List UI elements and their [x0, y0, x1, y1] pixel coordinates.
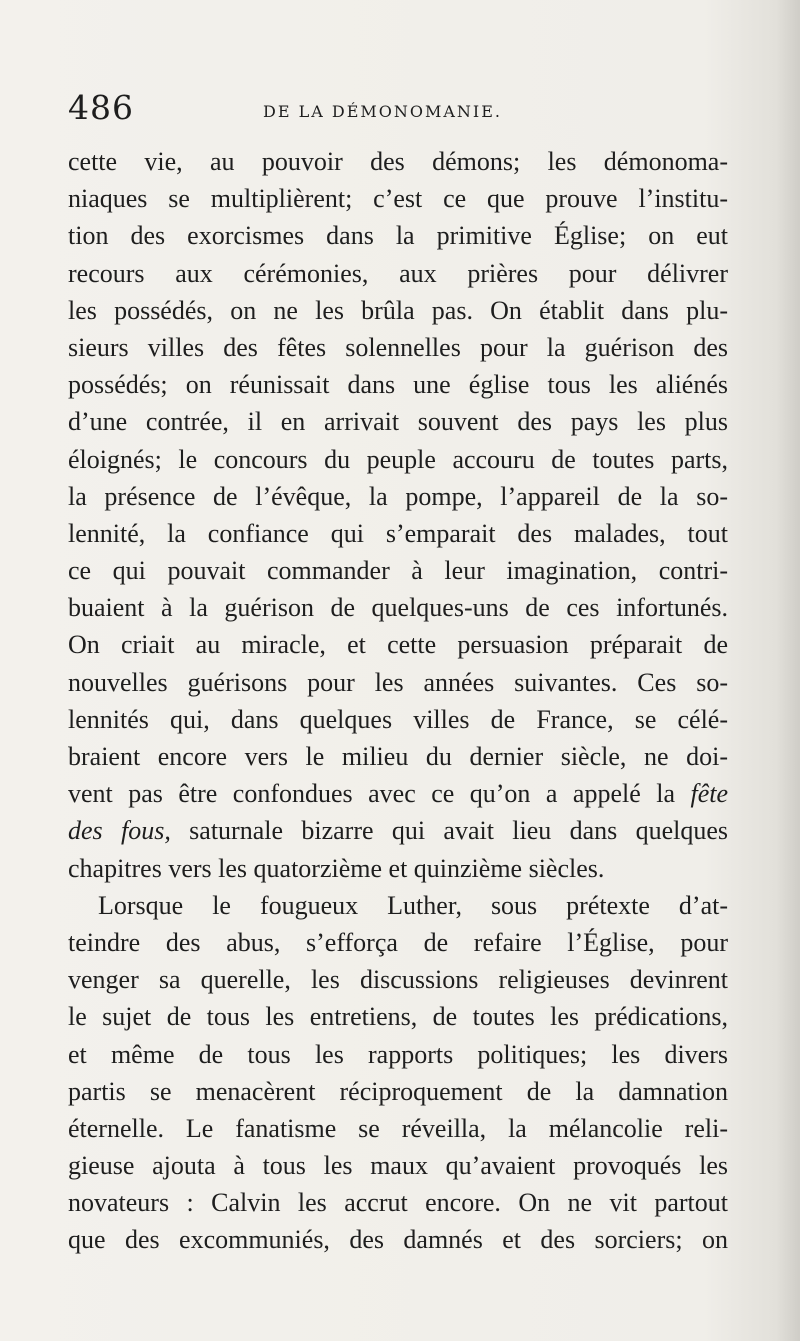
text-line: cette vie, au pouvoir des démons; les démonoma-	[68, 147, 728, 176]
text-line: les possédés, on ne les brûla pas. On établit dans plu-	[68, 295, 728, 325]
text-line: teindre des abus, s’efforça de refaire l’Église, pour	[68, 927, 728, 957]
text-line: buaient à la guérison de quelques-uns de ces infortunés.	[68, 593, 728, 623]
text-line: ce qui pouvait commander à leur imagination, contri-	[68, 556, 728, 586]
text-line: éloignés; le concours du peuple accouru de toutes parts,	[68, 444, 728, 474]
text-line: éternelle. Le fanatisme se réveilla, la mélancolie reli-	[68, 1113, 728, 1143]
text-line: des fous, saturnale bizarre qui avait lieu dans quelques	[68, 816, 728, 846]
running-head: DE LA DÉMONOMANIE.	[263, 102, 503, 121]
page-number: 486	[68, 88, 134, 127]
body-text	[68, 143, 728, 1259]
text-line: tion des exorcismes dans la primitive Église; on eut	[68, 221, 728, 251]
text-line: sieurs villes des fêtes solennelles pour la guérison des	[68, 332, 728, 362]
paragraph-start-line: Lorsque le fougueux Luther, sous prétexte d’at-	[98, 890, 728, 920]
text-line: la présence de l’évêque, la pompe, l’appareil de la so-	[68, 481, 728, 511]
text-line: partis se menacèrent réciproquement de la damnation	[68, 1076, 728, 1106]
text-line: braient encore vers le milieu du dernier siècle, ne doi-	[68, 742, 728, 771]
text-line: lennité, la confiance qui s’emparait des malades, tout	[68, 518, 728, 548]
text-line: chapitres vers les quatorzième et quinzième siècles.	[68, 853, 605, 883]
text-line: recours aux cérémonies, aux prières pour délivrer	[68, 258, 728, 288]
text-line: novateurs : Calvin les accrut encore. On ne vit partout	[68, 1188, 728, 1218]
text-line: le sujet de tous les entretiens, de toutes les prédications,	[68, 1002, 728, 1032]
text-line: vent pas être confondues avec ce qu’on a appelé la fête	[68, 779, 728, 809]
italic-text: fête	[690, 779, 728, 809]
text-line: niaques se multiplièrent; c’est ce que prouve l’institu-	[68, 184, 728, 214]
text-line: On criait au miracle, et cette persuasion préparait de	[68, 630, 728, 660]
text-line: et même de tous les rapports politiques; les divers	[68, 1039, 728, 1069]
text-line: gieuse ajouta à tous les maux qu’avaient provoqués les	[68, 1151, 728, 1181]
text-line: possédés; on réunissait dans une église tous les aliénés	[68, 370, 728, 400]
text-line: venger sa querelle, les discussions religieuses devinrent	[68, 965, 728, 995]
text-line: d’une contrée, il en arrivait souvent des pays les plus	[68, 407, 728, 437]
text-line: lennités qui, dans quelques villes de France, se célé-	[68, 704, 728, 734]
page-header	[68, 88, 728, 128]
text-line: nouvelles guérisons pour les années suivantes. Ces so-	[68, 667, 728, 697]
italic-text: des fous,	[68, 816, 171, 846]
text-line: que des excommuniés, des damnés et des sorciers; on	[68, 1225, 728, 1255]
